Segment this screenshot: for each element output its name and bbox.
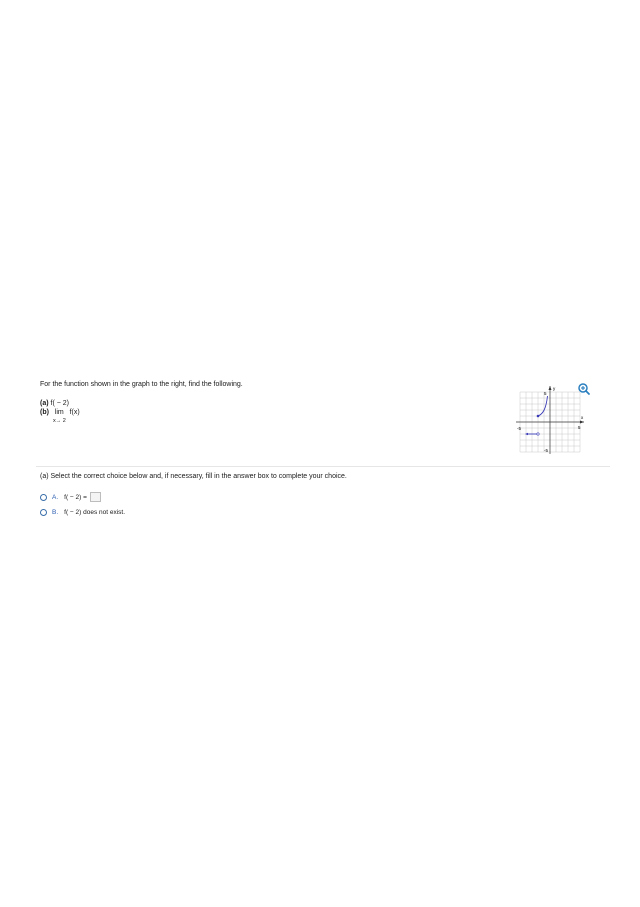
x-min-label: -5 [517,426,522,431]
function-graph [512,384,584,454]
part-b-limit-subscript: x→ 2 [53,418,66,424]
x-axis-label: x [581,415,584,420]
part-a [40,400,69,407]
y-min-label: -5 [544,448,549,453]
problem-prompt: For the function shown in the graph to the right, find the following. [40,381,243,388]
part-b-label: (b) [40,409,49,416]
x-max-label: 5 [578,425,581,430]
answer-input-box[interactable] [90,492,101,502]
curve-upper-branch [538,396,548,416]
part-a-label: (a) [40,400,49,407]
choice-a[interactable] [40,492,101,502]
choice-a-text: f( − 2) = [64,493,87,501]
choice-b[interactable] [40,509,125,516]
part-b [40,409,80,416]
y-axis-arrow [549,386,552,390]
x-axis-arrow [580,421,584,424]
choice-a-letter: A. [52,493,59,501]
section-divider [36,466,610,467]
part-b-lim: lim [54,409,64,416]
choice-a-radio[interactable] [40,494,47,501]
part-b-expression: f(x) [69,409,80,416]
y-max-label: 5 [544,391,547,396]
y-axis-label: y [553,386,556,391]
part-a-expression: f( − 2) [50,400,69,407]
choice-b-radio[interactable] [40,509,47,516]
lower-branch-arrow [525,433,528,435]
question-text: (a) Select the correct choice below and, if necessary, fill in the answer box to complete your choice. [40,473,347,480]
curve-closed-point [537,415,540,418]
zoom-in-icon[interactable] [578,383,590,395]
choice-b-letter: B. [52,509,59,516]
choice-b-text: f( − 2) does not exist. [64,509,126,516]
curve-open-point [537,433,539,435]
